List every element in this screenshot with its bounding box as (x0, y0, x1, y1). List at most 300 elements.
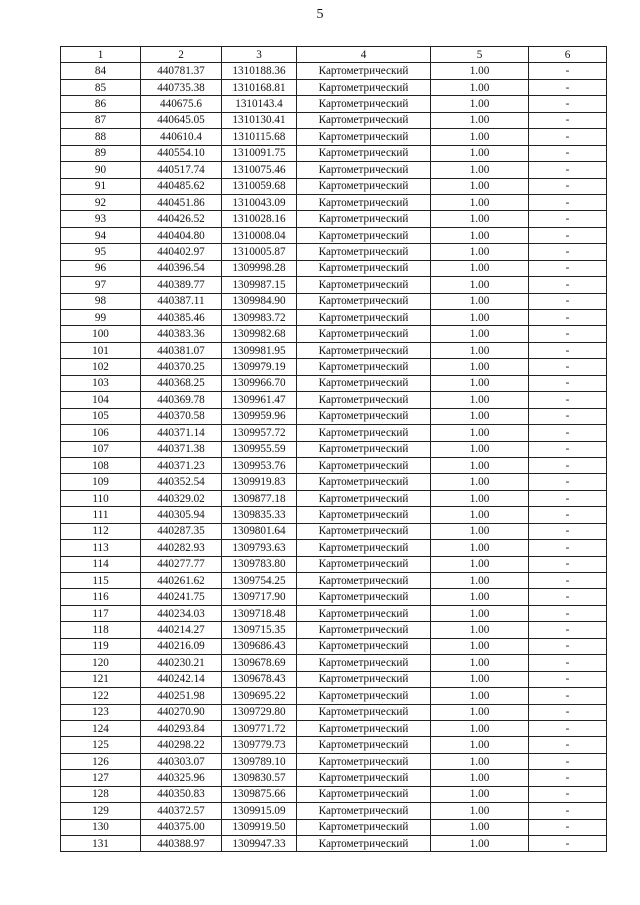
accuracy-cell: 1.00 (431, 655, 529, 671)
point-number-cell: 112 (61, 523, 141, 539)
y-coordinate-cell: 1309678.43 (222, 671, 297, 687)
x-coordinate-cell: 440234.03 (141, 605, 222, 621)
accuracy-cell: 1.00 (431, 474, 529, 490)
point-number-cell: 123 (61, 704, 141, 720)
x-coordinate-cell: 440426.52 (141, 211, 222, 227)
y-coordinate-cell: 1309801.64 (222, 523, 297, 539)
x-coordinate-cell: 440242.14 (141, 671, 222, 687)
y-coordinate-cell: 1309717.90 (222, 589, 297, 605)
accuracy-cell: 1.00 (431, 408, 529, 424)
method-cell: Картометрический (297, 112, 431, 128)
point-number-cell: 128 (61, 786, 141, 802)
method-cell: Картометрический (297, 375, 431, 391)
y-coordinate-cell: 1310028.16 (222, 211, 297, 227)
x-coordinate-cell: 440371.14 (141, 425, 222, 441)
point-number-cell: 121 (61, 671, 141, 687)
y-coordinate-cell: 1309987.15 (222, 277, 297, 293)
table-row (61, 277, 607, 293)
point-number-cell: 90 (61, 162, 141, 178)
table-row (61, 704, 607, 720)
method-cell: Картометрический (297, 392, 431, 408)
coordinates-table (60, 46, 607, 852)
accuracy-cell: 1.00 (431, 836, 529, 852)
description-cell: - (529, 162, 607, 178)
point-number-cell: 102 (61, 359, 141, 375)
point-number-cell: 124 (61, 720, 141, 736)
x-coordinate-cell: 440372.57 (141, 803, 222, 819)
accuracy-cell: 1.00 (431, 260, 529, 276)
method-cell: Картометрический (297, 507, 431, 523)
x-coordinate-cell: 440375.00 (141, 819, 222, 835)
accuracy-cell: 1.00 (431, 63, 529, 79)
description-cell: - (529, 178, 607, 194)
column-header-5: 5 (431, 47, 529, 63)
method-cell: Картометрический (297, 145, 431, 161)
accuracy-cell: 1.00 (431, 720, 529, 736)
table-row (61, 507, 607, 523)
method-cell: Картометрический (297, 310, 431, 326)
point-number-cell: 87 (61, 112, 141, 128)
table-row (61, 803, 607, 819)
x-coordinate-cell: 440293.84 (141, 720, 222, 736)
method-cell: Картометрический (297, 178, 431, 194)
accuracy-cell: 1.00 (431, 688, 529, 704)
method-cell: Картометрический (297, 293, 431, 309)
description-cell: - (529, 310, 607, 326)
y-coordinate-cell: 1309983.72 (222, 310, 297, 326)
header-row (61, 47, 607, 63)
method-cell: Картометрический (297, 819, 431, 835)
point-number-cell: 99 (61, 310, 141, 326)
point-number-cell: 85 (61, 79, 141, 95)
accuracy-cell: 1.00 (431, 112, 529, 128)
x-coordinate-cell: 440396.54 (141, 260, 222, 276)
x-coordinate-cell: 440381.07 (141, 342, 222, 358)
accuracy-cell: 1.00 (431, 556, 529, 572)
point-number-cell: 101 (61, 342, 141, 358)
method-cell: Картометрический (297, 523, 431, 539)
method-cell: Картометрический (297, 688, 431, 704)
method-cell: Картометрический (297, 786, 431, 802)
accuracy-cell: 1.00 (431, 392, 529, 408)
table-row (61, 770, 607, 786)
x-coordinate-cell: 440298.22 (141, 737, 222, 753)
x-coordinate-cell: 440303.07 (141, 753, 222, 769)
method-cell: Картометрический (297, 836, 431, 852)
table-row (61, 622, 607, 638)
method-cell: Картометрический (297, 162, 431, 178)
table-header (61, 47, 607, 63)
table-row (61, 737, 607, 753)
x-coordinate-cell: 440735.38 (141, 79, 222, 95)
x-coordinate-cell: 440329.02 (141, 490, 222, 506)
method-cell: Картометрический (297, 770, 431, 786)
table-row (61, 79, 607, 95)
x-coordinate-cell: 440675.6 (141, 96, 222, 112)
y-coordinate-cell: 1309947.33 (222, 836, 297, 852)
x-coordinate-cell: 440485.62 (141, 178, 222, 194)
table-row (61, 326, 607, 342)
method-cell: Картометрический (297, 638, 431, 654)
description-cell: - (529, 194, 607, 210)
accuracy-cell: 1.00 (431, 359, 529, 375)
description-cell: - (529, 359, 607, 375)
table-row (61, 457, 607, 473)
y-coordinate-cell: 1309678.69 (222, 655, 297, 671)
x-coordinate-cell: 440277.77 (141, 556, 222, 572)
accuracy-cell: 1.00 (431, 425, 529, 441)
y-coordinate-cell: 1309875.66 (222, 786, 297, 802)
column-header-3: 3 (222, 47, 297, 63)
accuracy-cell: 1.00 (431, 457, 529, 473)
accuracy-cell: 1.00 (431, 162, 529, 178)
point-number-cell: 105 (61, 408, 141, 424)
accuracy-cell: 1.00 (431, 441, 529, 457)
y-coordinate-cell: 1309919.50 (222, 819, 297, 835)
table-row (61, 359, 607, 375)
table-row (61, 293, 607, 309)
point-number-cell: 104 (61, 392, 141, 408)
x-coordinate-cell: 440352.54 (141, 474, 222, 490)
point-number-cell: 108 (61, 457, 141, 473)
y-coordinate-cell: 1310043.09 (222, 194, 297, 210)
method-cell: Картометрический (297, 96, 431, 112)
method-cell: Картометрический (297, 342, 431, 358)
accuracy-cell: 1.00 (431, 605, 529, 621)
description-cell: - (529, 457, 607, 473)
description-cell: - (529, 227, 607, 243)
x-coordinate-cell: 440385.46 (141, 310, 222, 326)
table-row (61, 474, 607, 490)
point-number-cell: 91 (61, 178, 141, 194)
point-number-cell: 118 (61, 622, 141, 638)
accuracy-cell: 1.00 (431, 145, 529, 161)
description-cell: - (529, 819, 607, 835)
method-cell: Картометрический (297, 211, 431, 227)
point-number-cell: 95 (61, 244, 141, 260)
x-coordinate-cell: 440370.25 (141, 359, 222, 375)
method-cell: Картометрический (297, 803, 431, 819)
x-coordinate-cell: 440371.23 (141, 457, 222, 473)
description-cell: - (529, 474, 607, 490)
table-row (61, 112, 607, 128)
accuracy-cell: 1.00 (431, 79, 529, 95)
y-coordinate-cell: 1309715.35 (222, 622, 297, 638)
description-cell: - (529, 803, 607, 819)
point-number-cell: 119 (61, 638, 141, 654)
method-cell: Картометрический (297, 720, 431, 736)
point-number-cell: 103 (61, 375, 141, 391)
page-number: 5 (316, 7, 324, 22)
table-row (61, 441, 607, 457)
point-number-cell: 107 (61, 441, 141, 457)
y-coordinate-cell: 1309877.18 (222, 490, 297, 506)
table-row (61, 786, 607, 802)
x-coordinate-cell: 440451.86 (141, 194, 222, 210)
description-cell: - (529, 737, 607, 753)
table-row (61, 178, 607, 194)
description-cell: - (529, 425, 607, 441)
method-cell: Картометрический (297, 573, 431, 589)
table-row (61, 211, 607, 227)
x-coordinate-cell: 440369.78 (141, 392, 222, 408)
method-cell: Картометрический (297, 490, 431, 506)
x-coordinate-cell: 440251.98 (141, 688, 222, 704)
x-coordinate-cell: 440610.4 (141, 129, 222, 145)
description-cell: - (529, 605, 607, 621)
table-row (61, 227, 607, 243)
y-coordinate-cell: 1309998.28 (222, 260, 297, 276)
table-row (61, 310, 607, 326)
y-coordinate-cell: 1310059.68 (222, 178, 297, 194)
point-number-cell: 106 (61, 425, 141, 441)
description-cell: - (529, 277, 607, 293)
x-coordinate-cell: 440387.11 (141, 293, 222, 309)
description-cell: - (529, 326, 607, 342)
point-number-cell: 129 (61, 803, 141, 819)
x-coordinate-cell: 440350.83 (141, 786, 222, 802)
method-cell: Картометрический (297, 457, 431, 473)
y-coordinate-cell: 1309961.47 (222, 392, 297, 408)
point-number-cell: 114 (61, 556, 141, 572)
x-coordinate-cell: 440216.09 (141, 638, 222, 654)
y-coordinate-cell: 1309779.73 (222, 737, 297, 753)
table-row (61, 671, 607, 687)
method-cell: Картометрический (297, 129, 431, 145)
description-cell: - (529, 342, 607, 358)
table-row (61, 96, 607, 112)
accuracy-cell: 1.00 (431, 227, 529, 243)
y-coordinate-cell: 1309729.80 (222, 704, 297, 720)
description-cell: - (529, 786, 607, 802)
accuracy-cell: 1.00 (431, 194, 529, 210)
method-cell: Картометрический (297, 63, 431, 79)
method-cell: Картометрический (297, 622, 431, 638)
y-coordinate-cell: 1309771.72 (222, 720, 297, 736)
point-number-cell: 88 (61, 129, 141, 145)
table-row (61, 589, 607, 605)
y-coordinate-cell: 1309966.70 (222, 375, 297, 391)
table-row (61, 244, 607, 260)
accuracy-cell: 1.00 (431, 737, 529, 753)
column-header-1: 1 (61, 47, 141, 63)
y-coordinate-cell: 1310130.41 (222, 112, 297, 128)
description-cell: - (529, 704, 607, 720)
point-number-cell: 97 (61, 277, 141, 293)
y-coordinate-cell: 1310143.4 (222, 96, 297, 112)
x-coordinate-cell: 440389.77 (141, 277, 222, 293)
point-number-cell: 109 (61, 474, 141, 490)
point-number-cell: 94 (61, 227, 141, 243)
y-coordinate-cell: 1309959.96 (222, 408, 297, 424)
table-row (61, 260, 607, 276)
accuracy-cell: 1.00 (431, 178, 529, 194)
y-coordinate-cell: 1310168.81 (222, 79, 297, 95)
accuracy-cell: 1.00 (431, 129, 529, 145)
point-number-cell: 122 (61, 688, 141, 704)
accuracy-cell: 1.00 (431, 589, 529, 605)
x-coordinate-cell: 440261.62 (141, 573, 222, 589)
accuracy-cell: 1.00 (431, 819, 529, 835)
accuracy-cell: 1.00 (431, 523, 529, 539)
accuracy-cell: 1.00 (431, 803, 529, 819)
description-cell: - (529, 63, 607, 79)
table-row (61, 605, 607, 621)
point-number-cell: 96 (61, 260, 141, 276)
description-cell: - (529, 244, 607, 260)
table-row (61, 194, 607, 210)
table-row (61, 836, 607, 852)
accuracy-cell: 1.00 (431, 277, 529, 293)
table-row (61, 753, 607, 769)
y-coordinate-cell: 1309984.90 (222, 293, 297, 309)
column-header-6: 6 (529, 47, 607, 63)
accuracy-cell: 1.00 (431, 770, 529, 786)
description-cell: - (529, 622, 607, 638)
x-coordinate-cell: 440645.05 (141, 112, 222, 128)
y-coordinate-cell: 1310115.68 (222, 129, 297, 145)
table-row (61, 523, 607, 539)
x-coordinate-cell: 440388.97 (141, 836, 222, 852)
description-cell: - (529, 293, 607, 309)
table-row (61, 720, 607, 736)
accuracy-cell: 1.00 (431, 96, 529, 112)
accuracy-cell: 1.00 (431, 573, 529, 589)
description-cell: - (529, 129, 607, 145)
description-cell: - (529, 145, 607, 161)
table-row (61, 819, 607, 835)
method-cell: Картометрический (297, 605, 431, 621)
point-number-cell: 86 (61, 96, 141, 112)
accuracy-cell: 1.00 (431, 375, 529, 391)
table-row (61, 688, 607, 704)
accuracy-cell: 1.00 (431, 671, 529, 687)
accuracy-cell: 1.00 (431, 326, 529, 342)
accuracy-cell: 1.00 (431, 244, 529, 260)
table-row (61, 638, 607, 654)
x-coordinate-cell: 440368.25 (141, 375, 222, 391)
accuracy-cell: 1.00 (431, 638, 529, 654)
x-coordinate-cell: 440270.90 (141, 704, 222, 720)
point-number-cell: 131 (61, 836, 141, 852)
table-row (61, 162, 607, 178)
table-row (61, 375, 607, 391)
method-cell: Картометрический (297, 753, 431, 769)
point-number-cell: 84 (61, 63, 141, 79)
accuracy-cell: 1.00 (431, 310, 529, 326)
x-coordinate-cell: 440214.27 (141, 622, 222, 638)
column-header-4: 4 (297, 47, 431, 63)
x-coordinate-cell: 440383.36 (141, 326, 222, 342)
method-cell: Картометрический (297, 359, 431, 375)
description-cell: - (529, 211, 607, 227)
accuracy-cell: 1.00 (431, 622, 529, 638)
y-coordinate-cell: 1309695.22 (222, 688, 297, 704)
description-cell: - (529, 540, 607, 556)
point-number-cell: 100 (61, 326, 141, 342)
table-row (61, 63, 607, 79)
y-coordinate-cell: 1310008.04 (222, 227, 297, 243)
y-coordinate-cell: 1310005.87 (222, 244, 297, 260)
description-cell: - (529, 507, 607, 523)
method-cell: Картометрический (297, 244, 431, 260)
description-cell: - (529, 589, 607, 605)
method-cell: Картометрический (297, 737, 431, 753)
point-number-cell: 125 (61, 737, 141, 753)
table-body (61, 63, 607, 852)
method-cell: Картометрический (297, 556, 431, 572)
x-coordinate-cell: 440241.75 (141, 589, 222, 605)
description-cell: - (529, 836, 607, 852)
y-coordinate-cell: 1309754.25 (222, 573, 297, 589)
table-row (61, 392, 607, 408)
x-coordinate-cell: 440371.38 (141, 441, 222, 457)
column-header-2: 2 (141, 47, 222, 63)
description-cell: - (529, 720, 607, 736)
method-cell: Картометрический (297, 589, 431, 605)
x-coordinate-cell: 440402.97 (141, 244, 222, 260)
accuracy-cell: 1.00 (431, 507, 529, 523)
y-coordinate-cell: 1309718.48 (222, 605, 297, 621)
accuracy-cell: 1.00 (431, 786, 529, 802)
method-cell: Картометрический (297, 441, 431, 457)
description-cell: - (529, 490, 607, 506)
method-cell: Картометрический (297, 540, 431, 556)
y-coordinate-cell: 1309953.76 (222, 457, 297, 473)
method-cell: Картометрический (297, 277, 431, 293)
description-cell: - (529, 96, 607, 112)
description-cell: - (529, 375, 607, 391)
accuracy-cell: 1.00 (431, 490, 529, 506)
point-number-cell: 120 (61, 655, 141, 671)
description-cell: - (529, 655, 607, 671)
method-cell: Картометрический (297, 260, 431, 276)
accuracy-cell: 1.00 (431, 704, 529, 720)
description-cell: - (529, 573, 607, 589)
accuracy-cell: 1.00 (431, 540, 529, 556)
x-coordinate-cell: 440325.96 (141, 770, 222, 786)
accuracy-cell: 1.00 (431, 293, 529, 309)
description-cell: - (529, 441, 607, 457)
point-number-cell: 113 (61, 540, 141, 556)
description-cell: - (529, 556, 607, 572)
y-coordinate-cell: 1309686.43 (222, 638, 297, 654)
y-coordinate-cell: 1309979.19 (222, 359, 297, 375)
method-cell: Картометрический (297, 704, 431, 720)
table-row (61, 490, 607, 506)
table-row (61, 342, 607, 358)
y-coordinate-cell: 1310091.75 (222, 145, 297, 161)
y-coordinate-cell: 1309981.95 (222, 342, 297, 358)
accuracy-cell: 1.00 (431, 342, 529, 358)
table-row (61, 145, 607, 161)
y-coordinate-cell: 1309835.33 (222, 507, 297, 523)
x-coordinate-cell: 440305.94 (141, 507, 222, 523)
point-number-cell: 127 (61, 770, 141, 786)
description-cell: - (529, 523, 607, 539)
x-coordinate-cell: 440370.58 (141, 408, 222, 424)
y-coordinate-cell: 1309915.09 (222, 803, 297, 819)
x-coordinate-cell: 440781.37 (141, 63, 222, 79)
y-coordinate-cell: 1309919.83 (222, 474, 297, 490)
y-coordinate-cell: 1309830.57 (222, 770, 297, 786)
y-coordinate-cell: 1309789.10 (222, 753, 297, 769)
description-cell: - (529, 688, 607, 704)
table-row (61, 540, 607, 556)
method-cell: Картометрический (297, 326, 431, 342)
x-coordinate-cell: 440404.80 (141, 227, 222, 243)
point-number-cell: 89 (61, 145, 141, 161)
